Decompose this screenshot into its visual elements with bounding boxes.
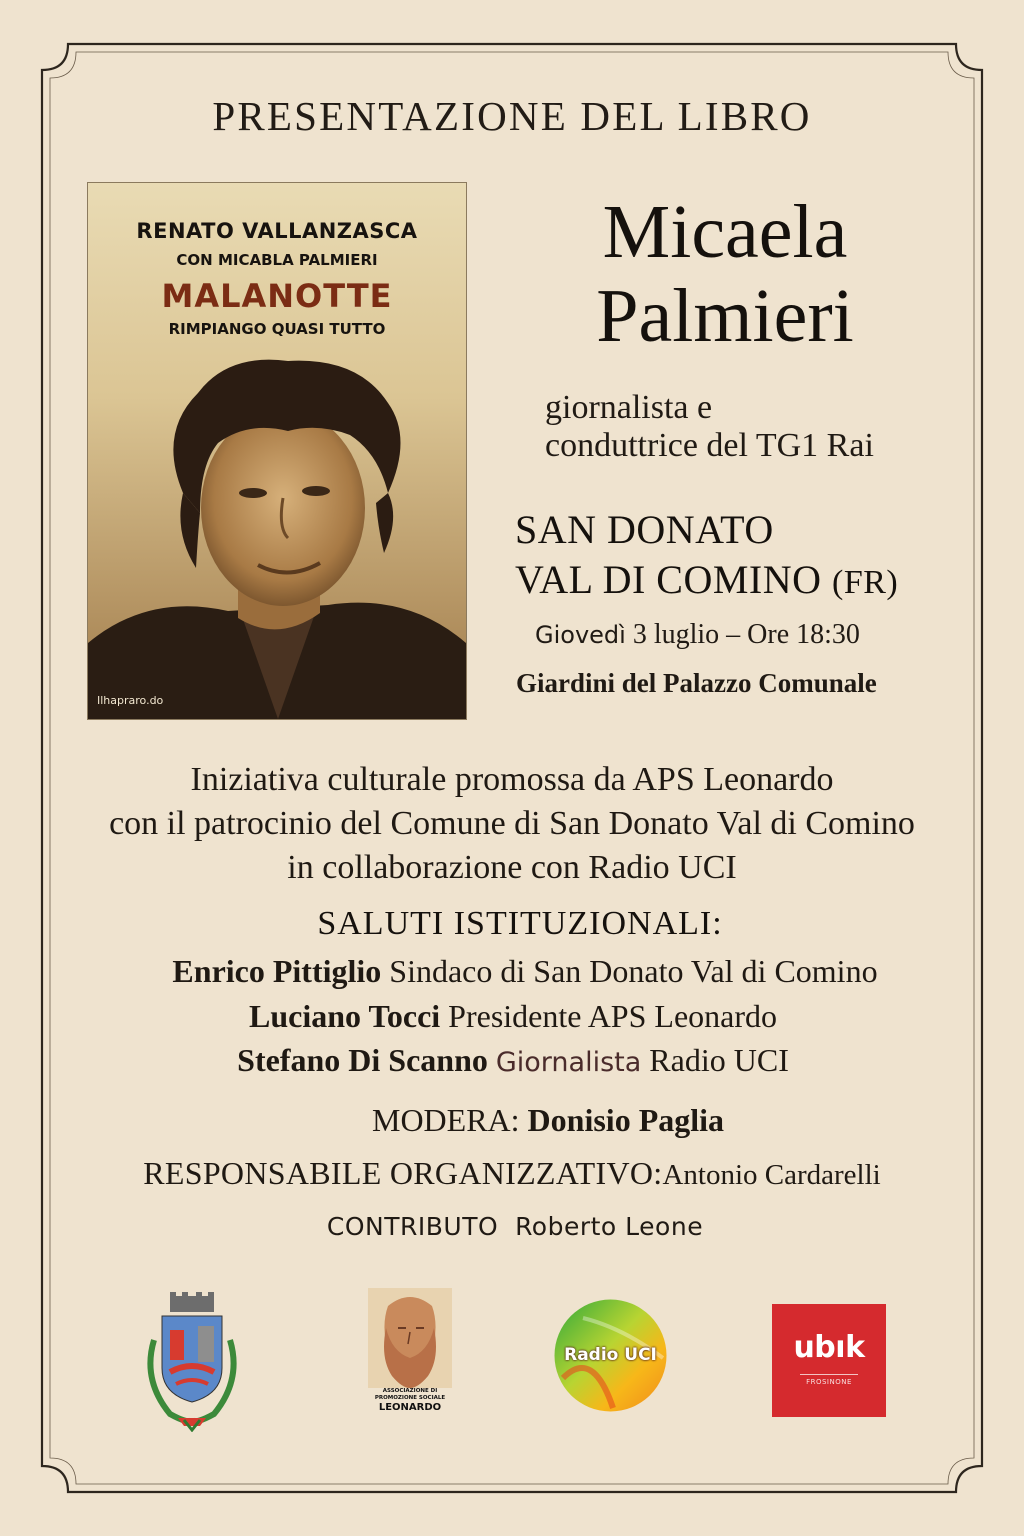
organizer-name: Antonio Cardarelli (662, 1159, 881, 1191)
ubik-bookstore-logo (772, 1304, 886, 1417)
greeting-name: Stefano Di Scanno (237, 1042, 488, 1078)
greeting-line-3 (0, 1042, 1024, 1079)
place-line-2: VAL DI COMINO (515, 557, 822, 602)
leonardo-portrait-icon (368, 1288, 452, 1388)
cover-subtitle: RIMPIANGO QUASI TUTTO (168, 320, 386, 338)
portrait-photo (88, 343, 466, 719)
moderator-label: MODERA: (371, 1102, 520, 1138)
moderator (0, 1102, 1024, 1139)
municipal-crest-logo (140, 1290, 244, 1432)
greeting-role-alt: Giornalista (495, 1047, 642, 1078)
book-cover (88, 183, 466, 719)
greeting-role: Presidente APS Leonardo (448, 998, 777, 1034)
leonardo-line-1: ASSOCIAZIONE DI (382, 1388, 438, 1394)
organizer (0, 1155, 1024, 1192)
leonardo-line-2: PROMOZIONE SOCIALE (374, 1395, 446, 1401)
speaker-first-name: Micaela (602, 190, 848, 274)
cover-publisher: Ilhapraro.do (97, 694, 164, 707)
greeting-line-2 (0, 998, 1024, 1035)
greeting-role: Sindaco di San Donato Val di Comino (389, 953, 878, 989)
contribution-label: CONTRIBUTO (326, 1212, 499, 1241)
contribution-name: Roberto Leone (515, 1212, 704, 1241)
radio-uci-label: Radio UCI (564, 1345, 657, 1365)
event-day: Giovedì (535, 621, 626, 649)
event-location (515, 505, 975, 608)
event-venue: Giardini del Palazzo Comunale (516, 668, 877, 698)
initiative-line-1: Iniziativa culturale promossa da APS Leonardo (190, 761, 834, 798)
initiative-line-2: con il patrocinio del Comune di San Donato Val di Comino (109, 805, 915, 842)
greeting-role: Radio UCI (649, 1042, 789, 1078)
ubik-city: FROSINONE (806, 1378, 852, 1386)
ubik-divider (800, 1374, 858, 1375)
event-datetime (535, 619, 955, 651)
initiative-text (0, 758, 1024, 890)
moderator-name: Donisio Paglia (527, 1102, 725, 1138)
leonardo-line-3: LEONARDO (378, 1402, 442, 1413)
greeting-name: Luciano Tocci (249, 998, 441, 1034)
role-line-1: giornalista e (545, 389, 713, 426)
greeting-name: Enrico Pittiglio (172, 953, 382, 989)
speaker-last-name: Palmieri (596, 274, 854, 358)
greetings-title: SALUTI ISTITUZIONALI: (317, 905, 723, 942)
cover-title: MALANOTTE (161, 277, 393, 315)
organizer-label: RESPONSABILE ORGANIZZATIVO: (143, 1155, 663, 1191)
page-title: PRESENTAZIONE DEL LIBRO (212, 93, 812, 139)
contribution (0, 1212, 1024, 1241)
greeting-line-1 (0, 953, 1024, 990)
cover-author: RENATO VALLANZASCA (136, 219, 418, 243)
initiative-line-3: in collaborazione con Radio UCI (287, 849, 737, 886)
leonardo-logo-text (368, 1388, 452, 1414)
speaker-role (545, 389, 985, 465)
ubik-wordmark: ubık (793, 1330, 865, 1365)
role-line-2: conduttrice del TG1 Rai (545, 427, 874, 464)
place-line-1: SAN DONATO (515, 507, 774, 552)
place-province: (FR) (832, 564, 899, 601)
leonardo-association-logo (368, 1288, 452, 1436)
speaker-name (515, 190, 935, 358)
radio-uci-logo (553, 1298, 668, 1413)
cover-coauthor: CON MICABLA PALMIERI (176, 251, 378, 269)
event-date-time: 3 luglio – Ore 18:30 (632, 619, 860, 650)
